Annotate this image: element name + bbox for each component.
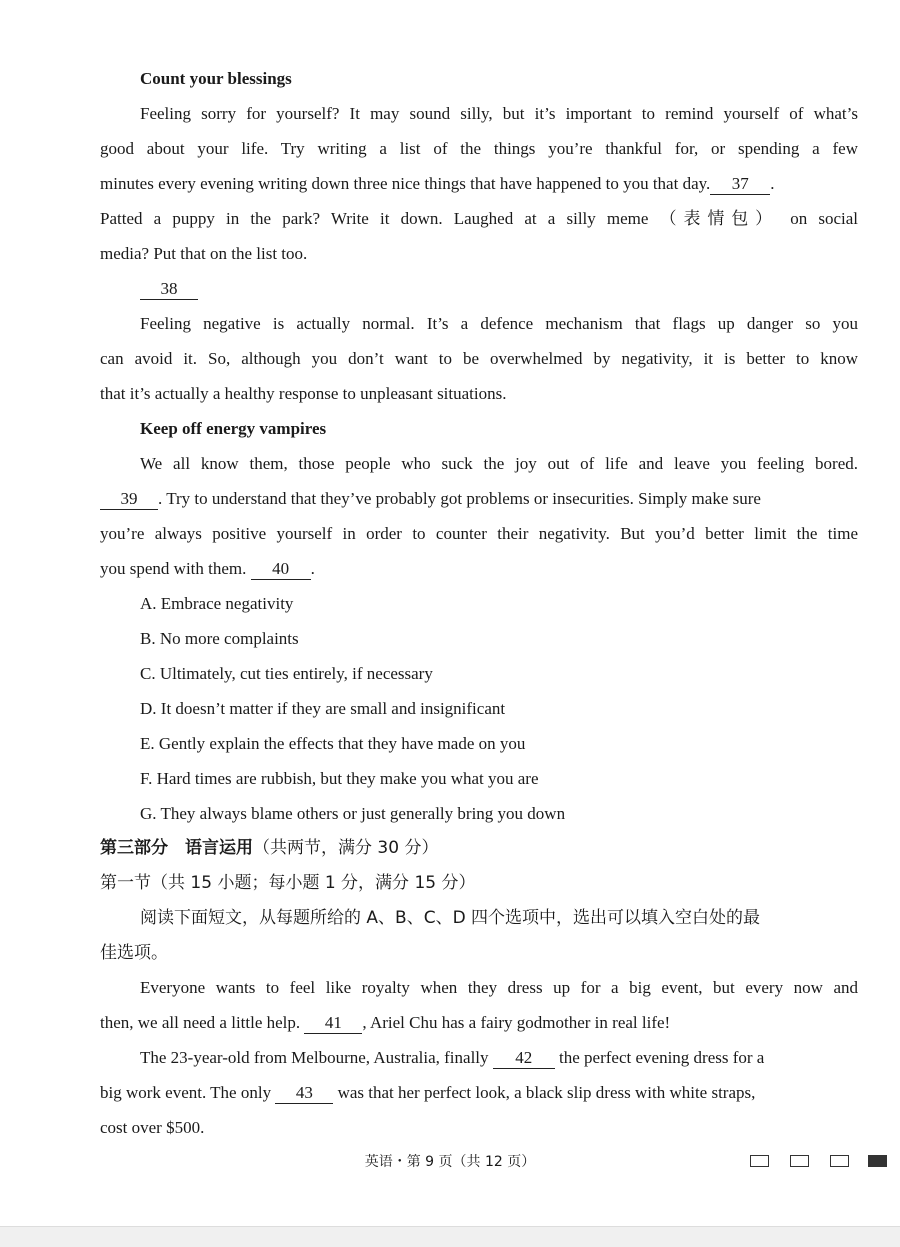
blank-37: 37: [710, 174, 770, 195]
paragraph-line: Feeling negative is actually normal. It’s a defence mechanism that flags up danger so you: [140, 314, 858, 333]
option-b: B. No more complaints: [140, 629, 299, 648]
passage-line: [100, 1011, 858, 1035]
blank-41: 41: [304, 1013, 362, 1034]
paragraph-text: you spend with them.: [100, 559, 247, 578]
passage-text: was that her perfect look, a black slip dress with white straps,: [337, 1083, 756, 1102]
paragraph-line: media? Put that on the list too.: [100, 244, 308, 263]
blank-39: 39: [100, 489, 158, 510]
paragraph-line: can avoid it. So, although you don’t want to be overwhelmed by negativity, it is better to know: [100, 349, 858, 368]
page-marker-boxes: [750, 1155, 890, 1169]
paragraph-line: you’re always positive yourself in order to counter their negativity. But you’d better limit the time: [100, 524, 858, 543]
marker-box-empty: [750, 1155, 769, 1167]
paragraph-line: [100, 207, 858, 231]
blank-43: 43: [275, 1083, 333, 1104]
passage-line: cost over $500.: [100, 1118, 205, 1137]
paragraph-line: Feeling sorry for yourself? It may sound silly, but it’s important to remind yourself of what’s: [140, 104, 858, 123]
option-a: A. Embrace negativity: [140, 594, 294, 613]
paragraph-line: that it’s actually a healthy response to unpleasant situations.: [100, 384, 507, 403]
paragraph-line: We all know them, those people who suck the joy out of life and leave you feeling bored.: [140, 454, 858, 473]
paragraph-line: you spend with them. 40 .: [100, 559, 315, 578]
passage-text: then, we all need a little help.: [100, 1013, 301, 1032]
passage-text: , Ariel Chu has a fairy godmother in real life!: [362, 1013, 671, 1032]
passage-text: The 23-year-old from Melbourne, Australia, finally: [140, 1048, 489, 1067]
passage-line: [140, 1046, 858, 1070]
paragraph-text: minutes every evening writing down three nice things that have happened to you that day.: [100, 174, 711, 193]
marker-box-empty: [790, 1155, 809, 1167]
section-heading-count-blessings: Count your blessings: [140, 69, 292, 88]
passage-text: big work event. The only: [100, 1083, 272, 1102]
page-footer: 英语・第 9 页（共 12 页）: [364, 1154, 536, 1170]
option-d: D. It doesn’t matter if they are small and insignificant: [140, 699, 506, 718]
paragraph-text: . Try to understand that they’ve probably got problems or insecurities. Simply make sure: [158, 489, 761, 508]
section-one-subtitle: 第一节（共 15 小题；每小题 1 分，满分 15 分）: [100, 873, 476, 893]
marker-box-filled: [868, 1155, 887, 1167]
part-three-title-rest: （共两节，满分 30 分）: [253, 838, 439, 858]
part-three-title-bold: 第三部分 语言运用: [100, 838, 253, 858]
option-g: G. They always blame others or just generally bring you down: [140, 804, 566, 823]
paragraph-line: [100, 487, 858, 511]
section-heading-energy-vampires: Keep off energy vampires: [140, 419, 327, 438]
option-f: F. Hard times are rubbish, but they make you what you are: [140, 769, 539, 788]
paragraph-line: minutes every evening writing down three nice things that have happened to you that day. 37 .: [100, 174, 775, 193]
blank-42: 42: [493, 1048, 555, 1069]
paragraph-text: Patted a puppy in the park? Write it down. Laughed at a silly meme: [100, 209, 649, 228]
heading-blank-line: [140, 277, 858, 301]
instruction-line: 阅读下面短文，从每题所给的 A、B、C、D 四个选项中，选出可以填入空白处的最: [140, 908, 761, 928]
part-three-title: [100, 836, 858, 860]
paragraph-text: on social: [790, 209, 859, 228]
blank-38: 38: [140, 279, 198, 300]
paragraph-line: good about your life. Try writing a list of the things you’re thankful for, or spending a few: [100, 139, 858, 158]
marker-box-empty: [830, 1155, 849, 1167]
option-e: E. Gently explain the effects that they have made on you: [140, 734, 526, 753]
passage-line: Everyone wants to feel like royalty when they dress up for a big event, but every now and: [140, 978, 858, 997]
paragraph-text-cn: （表情包）: [659, 209, 780, 229]
passage-text: the perfect evening dress for a: [559, 1048, 765, 1067]
instruction-line: 佳选项。: [100, 943, 168, 963]
blank-40: 40: [251, 559, 311, 580]
scan-bottom-edge: [0, 1226, 900, 1247]
option-c: C. Ultimately, cut ties entirely, if necessary: [140, 664, 433, 683]
passage-line: [100, 1081, 858, 1105]
